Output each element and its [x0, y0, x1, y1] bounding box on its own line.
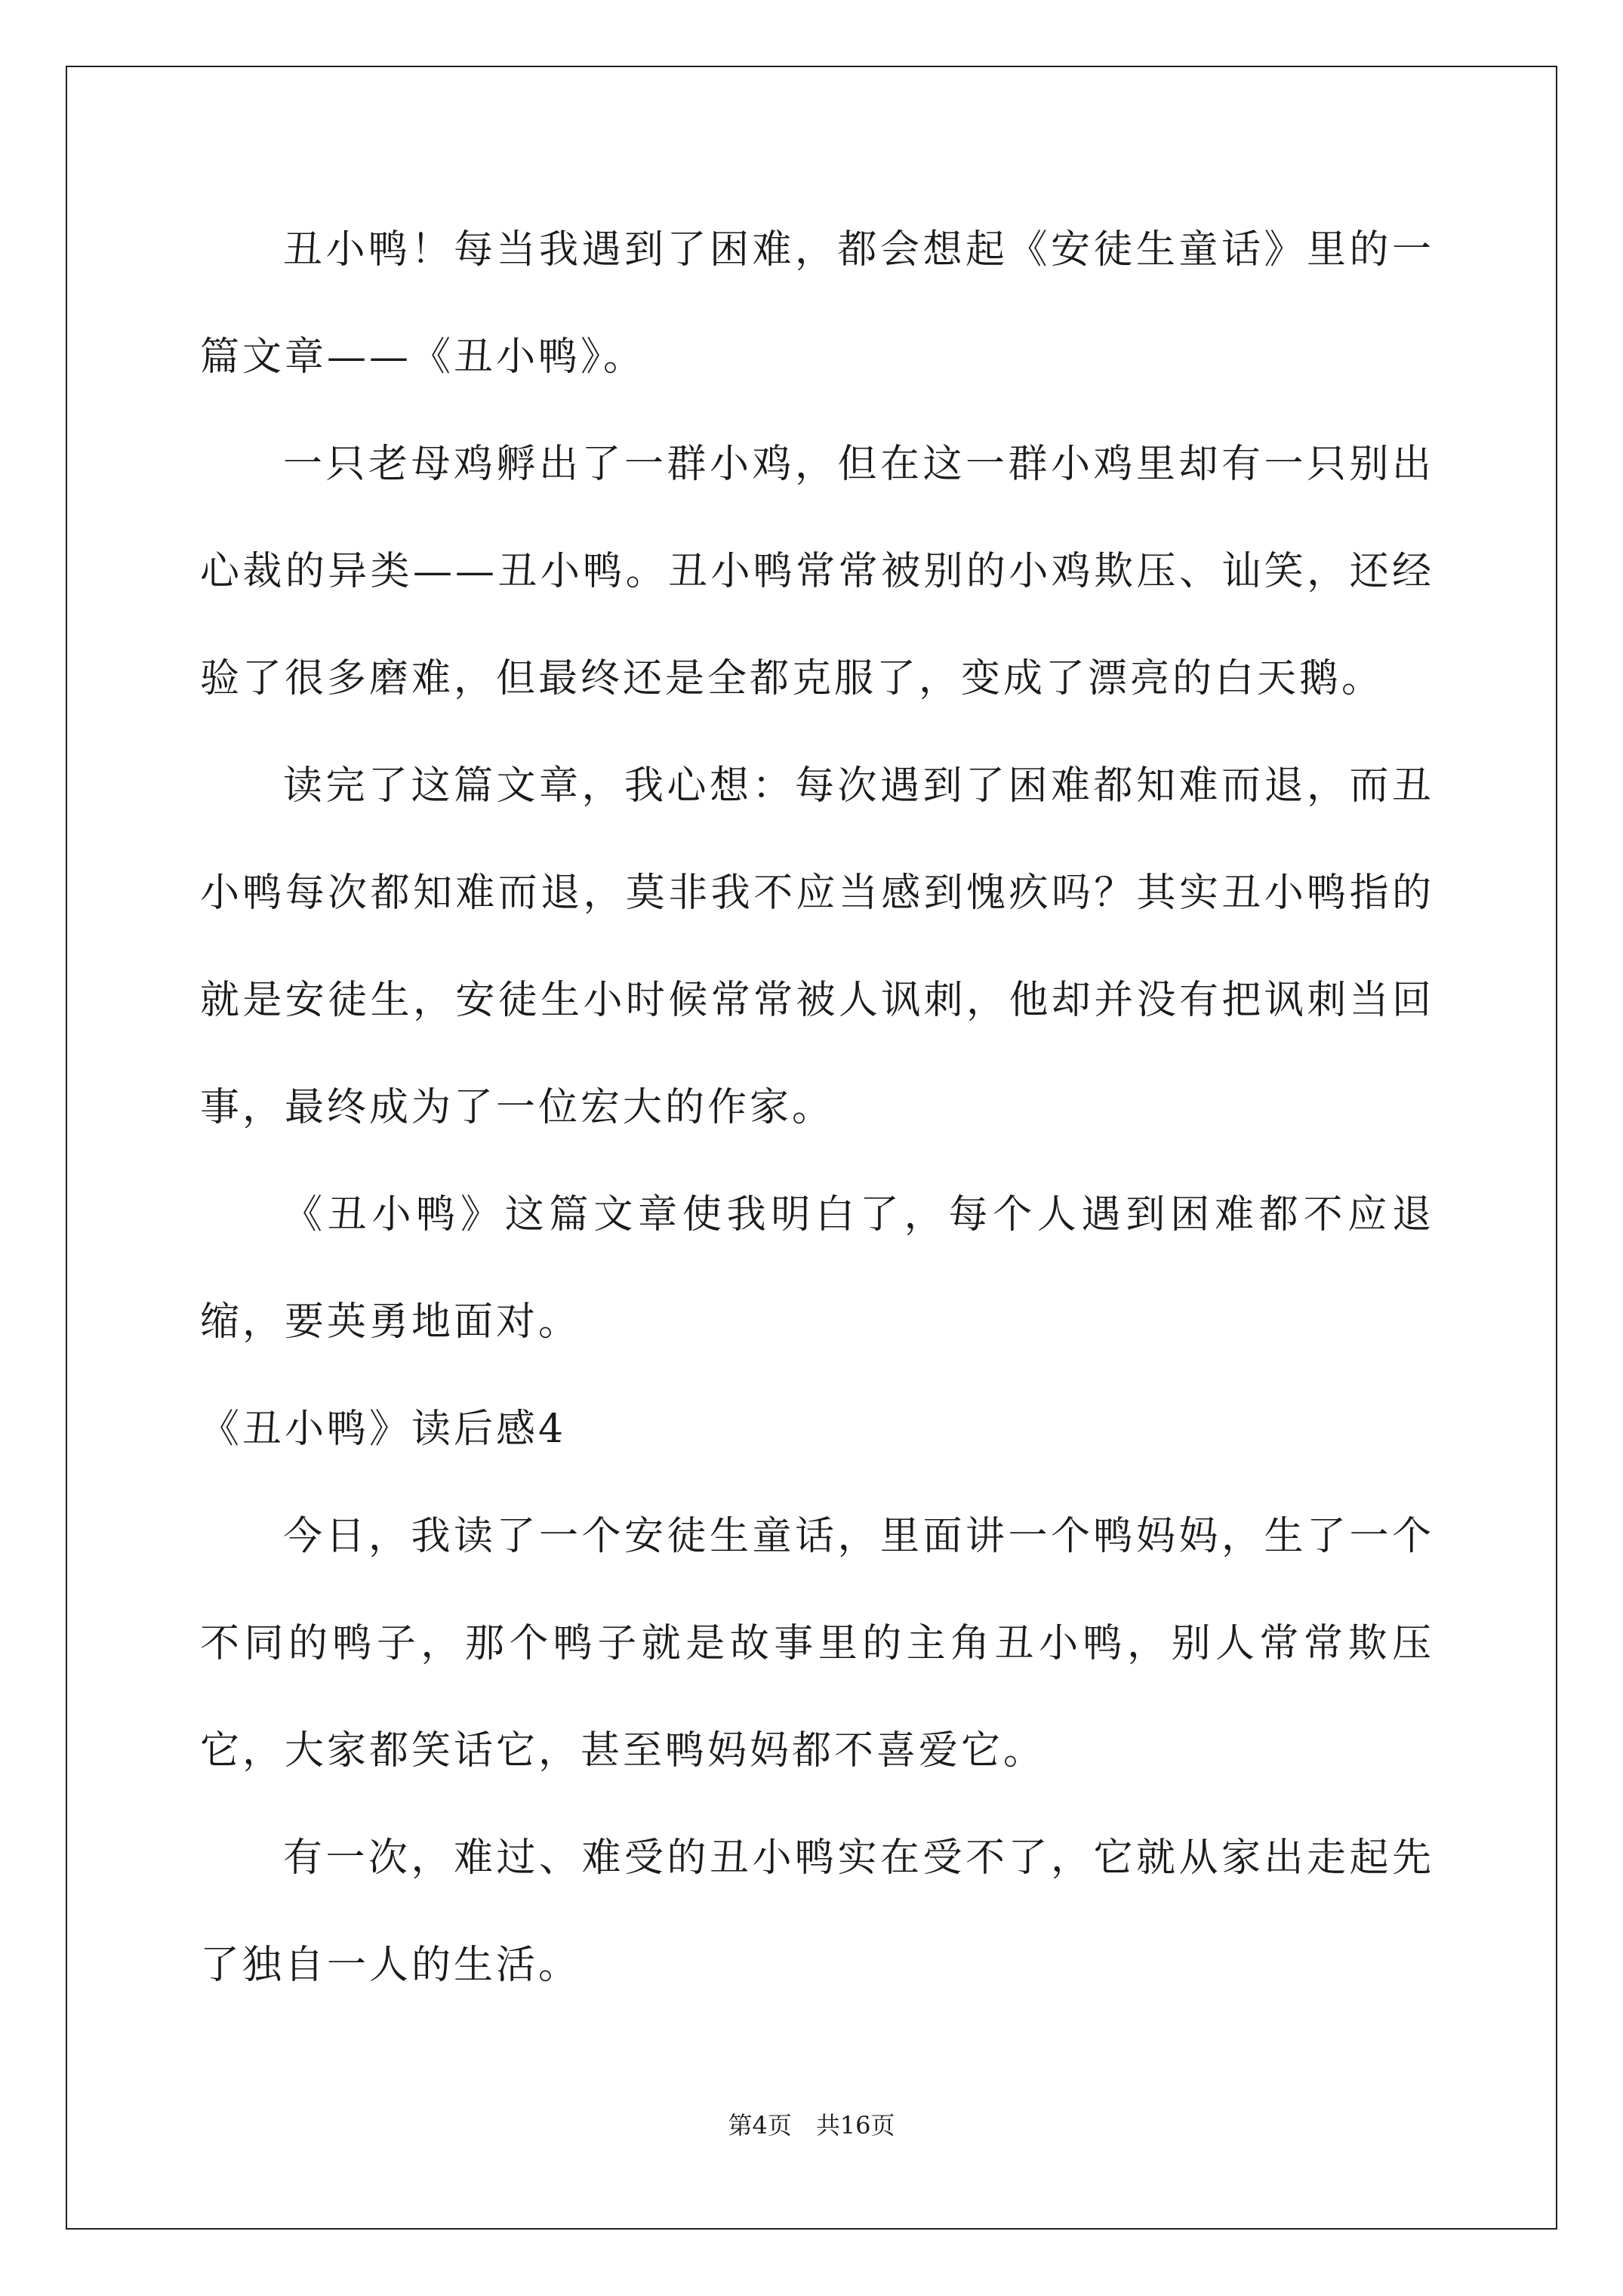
section-heading: 《丑小鸭》读后感4 — [200, 1407, 567, 1452]
paragraph-3: 读完了这篇文章，我心想：每次遇到了困难都知难而退，而丑小鸭每次都知难而退，莫非我不应当感到愧疚吗？其实丑小鸭指的就是安徒生，安徒生小时候常常被人讽刺，他却并没有把讽刺当回事，最终成为了一位宏大的作家。 — [200, 763, 1434, 1130]
paragraph-4: 《丑小鸭》这篇文章使我明白了，每个人遇到困难都不应退缩，要英勇地面对。 — [200, 1192, 1434, 1345]
paragraph-6: 有一次，难过、难受的丑小鸭实在受不了，它就从家出走起先了独自一人的生活。 — [200, 1835, 1434, 1988]
paragraph-5: 今日，我读了一个安徒生童话，里面讲一个鸭妈妈，生了一个不同的鸭子，那个鸭子就是故事里的主角丑小鸭，别人常常欺压它，大家都笑话它，甚至鸭妈妈都不喜爱它。 — [200, 1514, 1434, 1774]
page-footer: 第4页 共16页 — [728, 2111, 895, 2140]
paragraph-2: 一只老母鸡孵出了一群小鸡，但在这一群小鸡里却有一只别出心裁的异类——丑小鸭。丑小鸭常常被别的小鸡欺压、讪笑，还经验了很多磨难，但最终还是全都克服了，变成了漂亮的白天鹅。 — [200, 442, 1434, 701]
paragraph-1: 丑小鸭！每当我遇到了困难，都会想起《安徒生童话》里的一篇文章——《丑小鸭》。 — [200, 227, 1434, 380]
